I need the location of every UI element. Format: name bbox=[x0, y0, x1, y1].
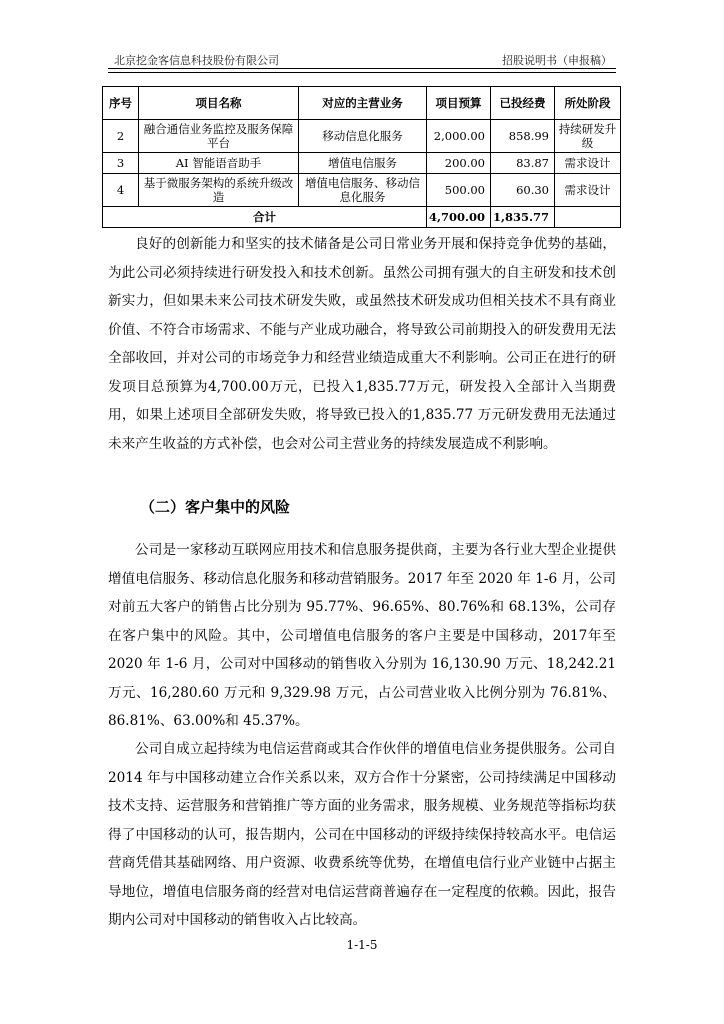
total-budget: 4,700.00 bbox=[427, 207, 491, 228]
cell-name: 融合通信业务监控及服务保障平台 bbox=[139, 120, 299, 153]
page-number: 1-1-5 bbox=[346, 938, 378, 952]
col-header-name: 项目名称 bbox=[139, 87, 299, 120]
col-header-stage: 所处阶段 bbox=[555, 87, 621, 120]
col-header-no: 序号 bbox=[103, 87, 139, 120]
table-row bbox=[103, 153, 621, 174]
col-header-spent: 已投经费 bbox=[491, 87, 555, 120]
cell-budget: 2,000.00 bbox=[427, 120, 491, 153]
header-rule-thin bbox=[108, 72, 616, 73]
cell-business: 增值电信服务 bbox=[299, 153, 427, 174]
page-header bbox=[108, 48, 616, 68]
table-row bbox=[103, 120, 621, 153]
cell-spent: 60.30 bbox=[491, 174, 555, 207]
cell-no: 3 bbox=[103, 153, 139, 174]
cell-budget: 200.00 bbox=[427, 153, 491, 174]
col-header-budget: 项目预算 bbox=[427, 87, 491, 120]
table-row bbox=[103, 174, 621, 207]
cell-stage: 需求设计 bbox=[555, 174, 621, 207]
cell-no: 2 bbox=[103, 120, 139, 153]
document-title: 招股说明书（申报稿） bbox=[502, 54, 612, 67]
total-label: 合计 bbox=[103, 207, 427, 228]
paragraph-rd-risk: 良好的创新能力和坚实的技术储备是公司日常业务开展和保持竞争优势的基础，为此公司必须持续进行研发投入和技术创新。虽然公司拥有强大的自主研发和技术创新实力，但如果未来公司技术研发失败，或虽然技术研发成功但相关技术不具有商业价值、不符合市场需求、不能与产业成功融合，将导致公司前期投入的研发费用无法全部收回，并对公司的市场竞争力和经营业绩造成重大不利影响。公司正在进行的研发项目总预算为4,700.00万元，已投入1,835.77万元，研发投入全部计入当期费用，如果上述项目全部研发失败，将导致已投入的1,835.77 万元研发费用无法通过未来产生收益的方式补偿，也会对公司主营业务的持续发展造成不利影响。 bbox=[108, 236, 616, 452]
cell-business: 增值电信服务、移动信息化服务 bbox=[299, 174, 427, 207]
paragraph-customer-concentration: 公司是一家移动互联网应用技术和信息服务提供商，主要为各行业大型企业提供增值电信服务、移动信息化服务和移动营销服务。2017 年至 2020 年 1-6 月，公司对前五大客户的销售占比分别为 95.77%、96.65%、80.76%和 68.13%，公司存在客户集中的风险。其中，公司增值电信服务的客户主要是中国移动，2017年至 2020 年 1-6 月，公司对中国移动的销售收入分别为 16,130.90 万元、18,242.21 万元、16,280.60 万元和 9,329.98 万元，占公司营业收入比例分别为 76.81%、86.81%、63.00%和 45.37%。 bbox=[108, 542, 616, 729]
cell-no: 4 bbox=[103, 174, 139, 207]
cell-budget: 500.00 bbox=[427, 174, 491, 207]
header-rule bbox=[108, 68, 616, 69]
paragraph-china-mobile-dependence: 公司自成立起持续为电信运营商或其合作伙伴的增值电信业务提供服务。公司自 2014 年与中国移动建立合作关系以来，双方合作十分紧密，公司持续满足中国移动技术支持、运营服务和营销推广等方面的业务需求，服务规模、业务规范等指标均获得了中国移动的认可，报告期内，公司在中国移动的评级持续保持较高水平。电信运营商凭借其基础网络、用户资源、收费系统等优势，在增值电信行业产业链中占据主导地位，增值电信服务商的经营对电信运营商普遍存在一定程度的依赖。因此，报告期内公司对中国移动的销售收入占比较高。 bbox=[108, 741, 616, 928]
cell-spent: 83.87 bbox=[491, 153, 555, 174]
company-name: 北京挖金客信息科技股份有限公司 bbox=[114, 54, 279, 67]
section-heading-customer-concentration: （二）客户集中的风险 bbox=[140, 498, 291, 516]
cell-stage: 持续研发升级 bbox=[555, 120, 621, 153]
cell-spent: 858.99 bbox=[491, 120, 555, 153]
col-header-business: 对应的主营业务 bbox=[299, 87, 427, 120]
total-stage-empty bbox=[555, 207, 621, 228]
cell-stage: 需求设计 bbox=[555, 153, 621, 174]
cell-name: 基于微服务架构的系统升级改造 bbox=[139, 174, 299, 207]
total-spent: 1,835.77 bbox=[491, 207, 555, 228]
cell-business: 移动信息化服务 bbox=[299, 120, 427, 153]
table-total-row bbox=[103, 207, 621, 228]
table-header-row bbox=[103, 87, 621, 120]
rd-projects-table bbox=[102, 86, 621, 228]
cell-name: AI 智能语音助手 bbox=[139, 153, 299, 174]
